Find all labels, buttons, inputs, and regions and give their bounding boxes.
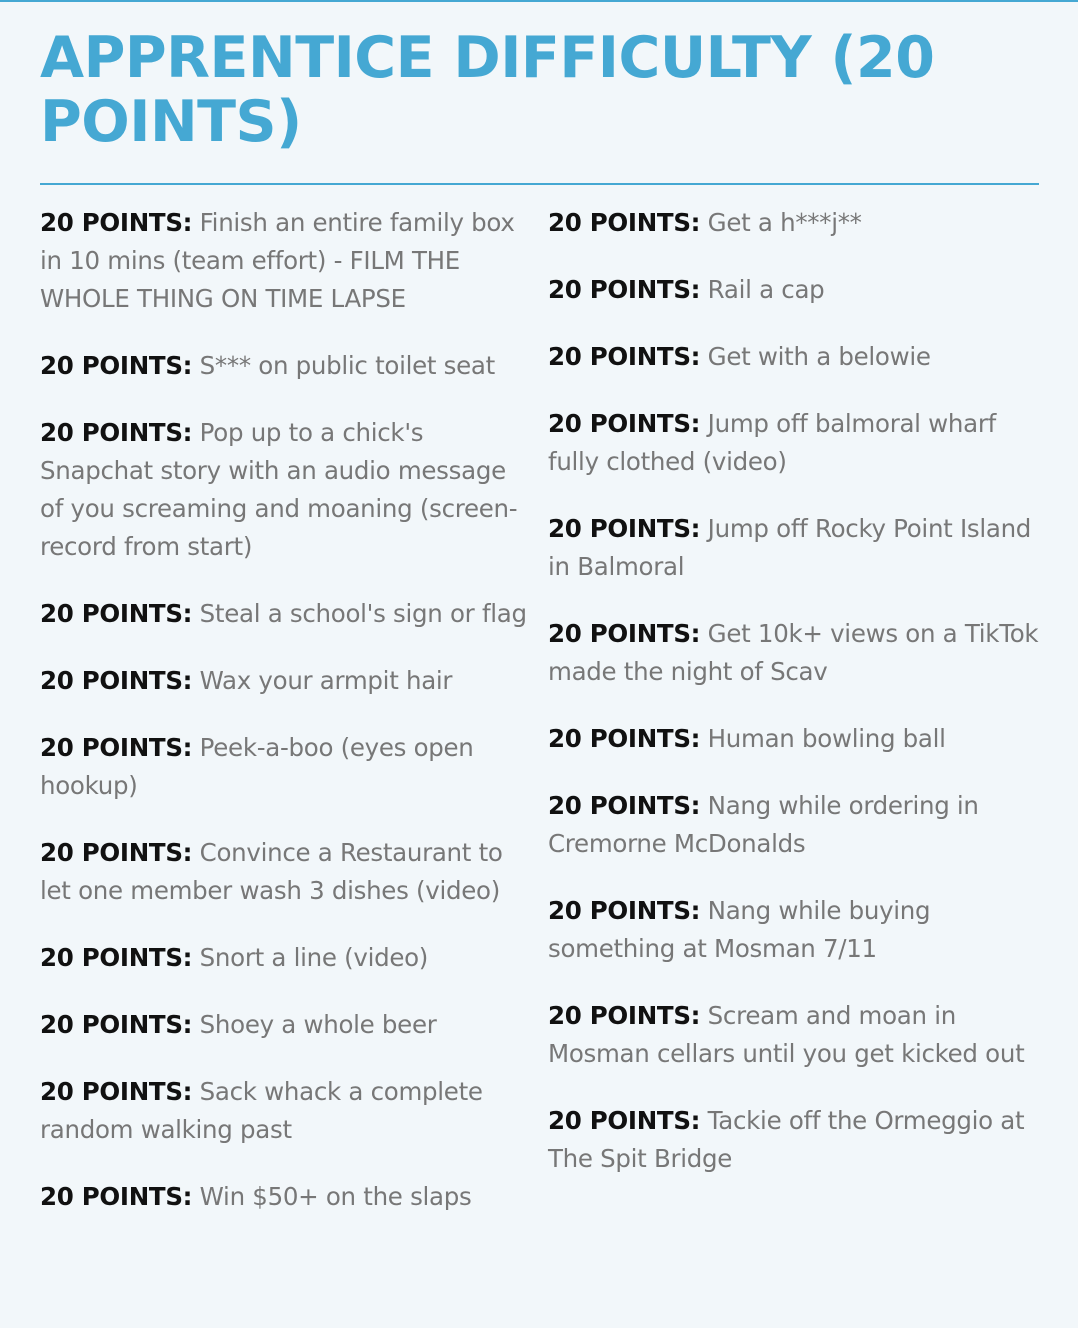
challenge-text: S*** on public toilet seat — [192, 351, 495, 380]
challenge-text: Finish an entire family box in 10 mins (team effort) - FILM THE WHOLE THING ON TIME LAPSE — [40, 208, 515, 313]
challenge-item — [548, 787, 1046, 863]
challenge-item — [40, 834, 530, 910]
points-label: 20 POINTS: — [548, 409, 701, 438]
points-label: 20 POINTS: — [548, 896, 701, 925]
points-label: 20 POINTS: — [40, 1182, 193, 1211]
points-label: 20 POINTS: — [40, 418, 193, 447]
challenge-item — [40, 204, 530, 318]
points-label: 20 POINTS: — [548, 342, 701, 371]
challenge-item — [548, 405, 1046, 481]
challenge-text: Nang while ordering in Cremorne McDonalds — [548, 791, 979, 858]
points-label: 20 POINTS: — [548, 514, 701, 543]
points-label: 20 POINTS: — [40, 208, 193, 237]
challenge-text: Human bowling ball — [700, 724, 946, 753]
challenge-item — [40, 662, 530, 700]
points-label: 20 POINTS: — [40, 733, 193, 762]
top-rule — [0, 0, 1078, 2]
challenge-text: Jump off balmoral wharf fully clothed (video) — [548, 409, 996, 476]
points-label: 20 POINTS: — [40, 943, 193, 972]
right-column — [548, 204, 1046, 1207]
points-label: 20 POINTS: — [548, 791, 701, 820]
challenge-text: Get 10k+ views on a TikTok made the night of Scav — [548, 619, 1039, 686]
challenge-text: Shoey a whole beer — [192, 1010, 437, 1039]
challenge-item — [40, 595, 530, 633]
challenge-text: Snort a line (video) — [192, 943, 429, 972]
challenge-text: Wax your armpit hair — [192, 666, 453, 695]
points-label: 20 POINTS: — [548, 1106, 701, 1135]
points-label: 20 POINTS: — [40, 666, 193, 695]
challenge-text: Get a h***j** — [700, 208, 862, 237]
challenge-item — [40, 939, 530, 977]
points-label: 20 POINTS: — [548, 275, 701, 304]
points-label: 20 POINTS: — [548, 208, 701, 237]
challenge-text: Get with a belowie — [700, 342, 931, 371]
challenge-item — [40, 347, 530, 385]
challenge-item — [548, 271, 1046, 309]
challenge-item — [548, 338, 1046, 376]
title-divider — [40, 183, 1039, 185]
challenge-item — [548, 997, 1046, 1073]
challenge-text: Peek-a-boo (eyes open hookup) — [40, 733, 474, 800]
points-label: 20 POINTS: — [40, 351, 193, 380]
points-label: 20 POINTS: — [548, 619, 701, 648]
challenge-text: Tackie off the Ormeggio at The Spit Bridge — [548, 1106, 1025, 1173]
challenge-text: Sack whack a complete random walking past — [40, 1077, 483, 1144]
challenge-text: Convince a Restaurant to let one member wash 3 dishes (video) — [40, 838, 503, 905]
challenge-text: Win $50+ on the slaps — [192, 1182, 472, 1211]
challenge-text: Steal a school's sign or flag — [192, 599, 527, 628]
challenge-item — [548, 892, 1046, 968]
left-column — [40, 204, 530, 1245]
challenge-text: Scream and moan in Mosman cellars until you get kicked out — [548, 1001, 1025, 1068]
challenge-text: Nang while buying something at Mosman 7/11 — [548, 896, 931, 963]
points-label: 20 POINTS: — [40, 1010, 193, 1039]
challenge-item — [548, 204, 1046, 242]
points-label: 20 POINTS: — [40, 838, 193, 867]
challenge-item — [40, 1178, 530, 1216]
challenge-item — [548, 1102, 1046, 1178]
challenge-item — [40, 729, 530, 805]
points-label: 20 POINTS: — [40, 599, 193, 628]
challenge-item — [40, 1006, 530, 1044]
challenge-text: Pop up to a chick's Snapchat story with an audio message of you screaming and moaning (screen-record from start) — [40, 418, 518, 561]
challenge-item — [548, 510, 1046, 586]
challenge-text: Rail a cap — [700, 275, 825, 304]
points-label: 20 POINTS: — [548, 1001, 701, 1030]
challenge-item — [548, 720, 1046, 758]
challenge-text: Jump off Rocky Point Island in Balmoral — [548, 514, 1032, 581]
points-label: 20 POINTS: — [548, 724, 701, 753]
challenge-item — [40, 1073, 530, 1149]
page-title: APPRENTICE DIFFICULTY (20 POINTS) — [40, 25, 935, 155]
points-label: 20 POINTS: — [40, 1077, 193, 1106]
challenge-item — [548, 615, 1046, 691]
challenge-item — [40, 414, 530, 566]
